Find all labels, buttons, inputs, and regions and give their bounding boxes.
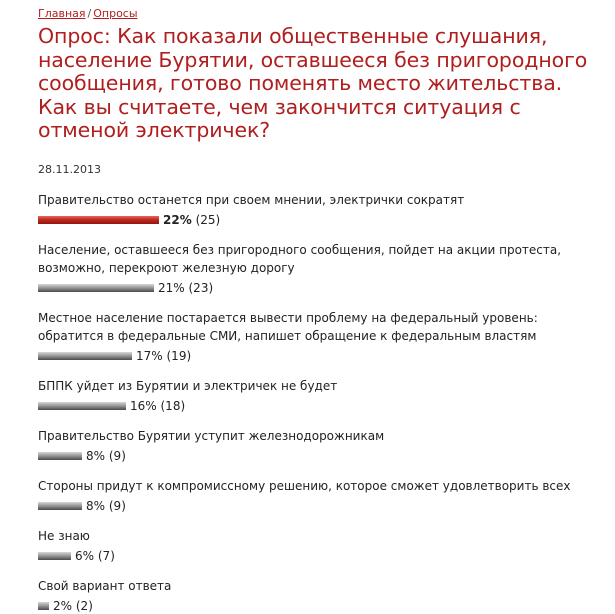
result-value — [86, 449, 126, 463]
breadcrumb — [38, 6, 603, 22]
poll-option — [38, 309, 603, 364]
result-value — [86, 499, 126, 513]
poll-option-text: БППК уйдет из Бурятии и электричек не будет — [38, 378, 338, 393]
poll-option-result — [38, 548, 603, 564]
result-bar — [38, 502, 82, 510]
breadcrumb-separator: / — [87, 7, 92, 20]
result-votes: (9) — [108, 448, 126, 463]
result-votes: (19) — [166, 348, 192, 363]
poll-option-result — [38, 348, 603, 364]
poll-option — [38, 477, 603, 514]
breadcrumb-polls-link[interactable]: Опросы — [93, 7, 138, 20]
result-votes: (7) — [97, 548, 115, 563]
poll-date: 28.11.2013 — [38, 162, 101, 176]
poll-option — [38, 577, 603, 614]
poll-option — [38, 427, 603, 464]
result-bar — [38, 452, 82, 460]
poll-option-result — [38, 498, 603, 514]
poll-option-result — [38, 280, 603, 296]
result-votes: (25) — [195, 212, 221, 227]
result-value — [75, 549, 115, 563]
result-bar — [38, 284, 154, 292]
breadcrumb-home-link[interactable]: Главная — [38, 7, 86, 20]
poll-option-result — [38, 598, 603, 614]
poll-option-text: Свой вариант ответа — [38, 578, 172, 593]
poll-option-text: Правительство Бурятии уступит железнодорожникам — [38, 428, 385, 443]
poll-option — [38, 527, 603, 564]
poll-option-text: Местное население постарается вывести проблему на федеральный уровень: обратится в федеральные СМИ, напишет обращение к федеральным властям — [38, 310, 538, 343]
result-bar — [38, 552, 71, 560]
result-percent: 17% — [136, 348, 163, 363]
poll-option-text: Не знаю — [38, 528, 90, 543]
result-percent: 16% — [130, 398, 157, 413]
result-votes: (9) — [108, 498, 126, 513]
result-votes: (23) — [188, 280, 214, 295]
poll-option-text: Стороны придут к компромиссному решению, которое сможет удовлетворить всех — [38, 478, 571, 493]
poll-option-result — [38, 448, 603, 464]
result-bar — [38, 402, 126, 410]
poll-option — [38, 191, 603, 228]
result-value — [163, 213, 220, 227]
result-percent: 2% — [53, 598, 73, 613]
result-votes: (18) — [160, 398, 186, 413]
result-value — [53, 599, 93, 613]
result-value — [136, 349, 191, 363]
result-percent: 8% — [86, 448, 106, 463]
poll-option — [38, 241, 603, 296]
poll-option-result — [38, 212, 603, 228]
result-bar — [38, 216, 159, 224]
poll-option-text: Правительство останется при своем мнении, электрички сократят — [38, 192, 465, 207]
poll-option — [38, 377, 603, 414]
result-votes: (2) — [75, 598, 93, 613]
result-percent: 8% — [86, 498, 106, 513]
result-percent: 21% — [158, 280, 185, 295]
result-value — [158, 281, 213, 295]
poll-title: Опрос: Как показали общественные слушания, население Бурятии, оставшееся без пригородного сообщения, готово поменять место жительства. Как вы считаете, чем закончится ситуация с отменой электричек? — [38, 24, 588, 142]
poll-option-text: Население, оставшееся без пригородного сообщения, пойдет на акции протеста, возможно, перекроют железную дорогу — [38, 242, 562, 275]
result-bar — [38, 352, 132, 360]
result-value — [130, 399, 185, 413]
result-percent: 6% — [75, 548, 95, 563]
poll-option-result — [38, 398, 603, 414]
result-bar — [38, 602, 49, 610]
result-percent: 22% — [163, 212, 192, 227]
poll-results — [38, 191, 603, 614]
